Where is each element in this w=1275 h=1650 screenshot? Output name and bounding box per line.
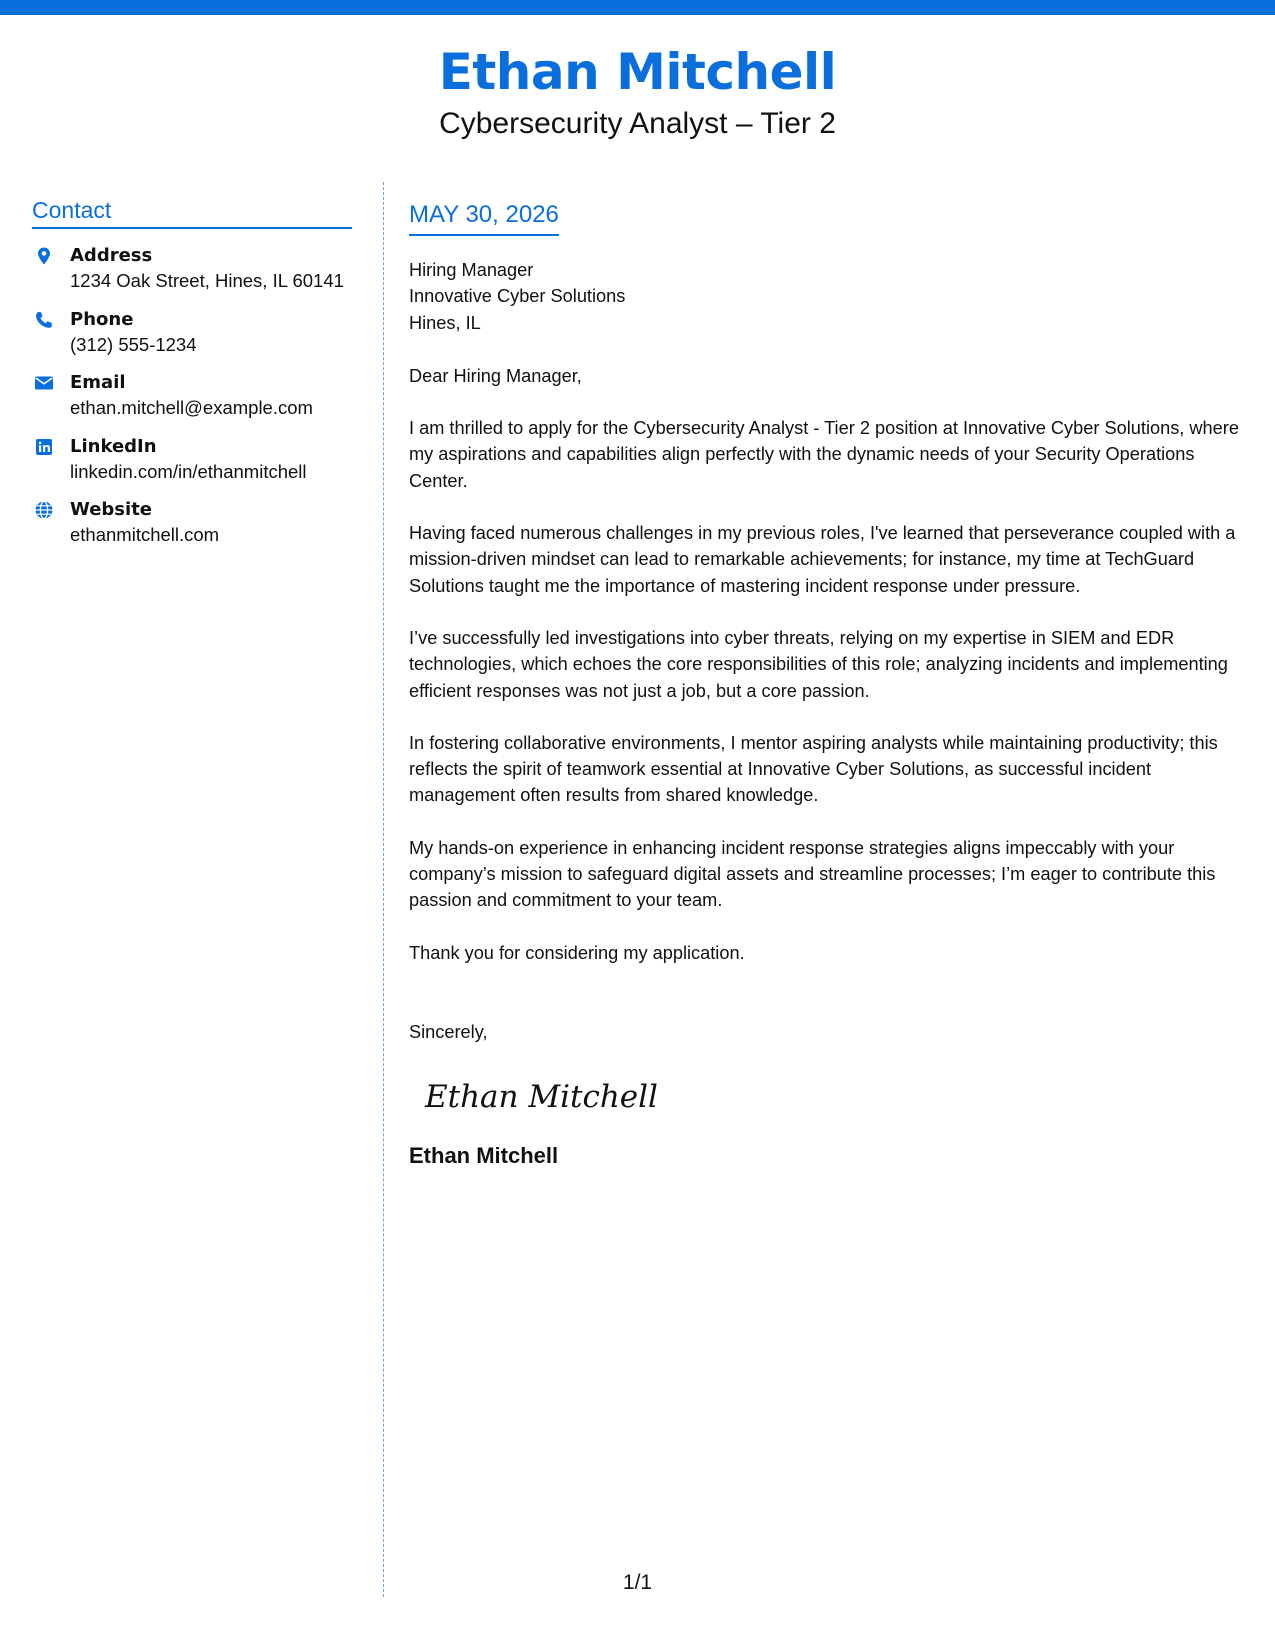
- contact-value[interactable]: ethan.mitchell@example.com: [70, 397, 313, 418]
- contact-value: (312) 555-1234: [70, 333, 197, 355]
- letter-greeting: Dear Hiring Manager,: [409, 365, 582, 386]
- signed-name: Ethan Mitchell: [409, 1143, 559, 1169]
- letter-date: MAY 30, 2026: [409, 200, 559, 236]
- recipient-line: Hines, IL: [409, 312, 481, 333]
- letter-paragraph: Having faced numerous challenges in my previous roles, I've learned that perseverance coupled with a mission-driven mindset can lead to remarkable achievements; for instance, my time at TechGuard Solutions taught me the importance of mastering incident response under pressure.: [409, 523, 1236, 596]
- contact-label: Address: [70, 245, 153, 266]
- contact-item-address: [32, 243, 352, 307]
- contact-value[interactable]: linkedin.com/in/ethanmitchell: [70, 460, 307, 482]
- top-accent-bar: [0, 0, 1275, 15]
- phone-icon: [34, 310, 54, 330]
- applicant-role: Cybersecurity Analyst – Tier 2: [439, 107, 836, 140]
- contact-label: Website: [70, 499, 153, 520]
- contact-item-website: [32, 497, 352, 561]
- contact-item-linkedin: [32, 434, 352, 498]
- page-number: 1/1: [622, 1571, 653, 1594]
- letter-paragraph: Thank you for considering my application.: [409, 942, 745, 963]
- handwritten-signature: [421, 1067, 661, 1123]
- contact-item-phone: [32, 307, 352, 371]
- letter-closing: Sincerely,: [409, 1021, 488, 1042]
- contact-heading: Contact: [32, 195, 352, 229]
- contact-value[interactable]: ethanmitchell.com: [70, 524, 220, 545]
- column-divider: [383, 182, 384, 1597]
- signature-text: Ethan Mitchell: [425, 1079, 658, 1116]
- contact-item-email: [32, 370, 352, 434]
- contact-value: 1234 Oak Street, Hines, IL 60141: [70, 270, 344, 291]
- globe-icon: [34, 500, 54, 520]
- applicant-name: Ethan Mitchell: [438, 43, 837, 101]
- contact-label: Email: [70, 372, 126, 393]
- letter-paragraph: I’ve successfully led investigations into cyber threats, relying on my expertise in SIEM and EDR technologies, which echoes the core responsibilities of this role; analyzing incidents and implementing efficient responses was not just a job, but a core passion.: [409, 627, 1228, 701]
- email-icon: [34, 373, 54, 393]
- letter-paragraph: In fostering collaborative environments, I mentor aspiring analysts while maintaining productivity; this reflects the spirit of teamwork essential at Innovative Cyber Solutions, as successful incident management often results from shared knowledge.: [409, 732, 1218, 806]
- recipient-line: Innovative Cyber Solutions: [409, 286, 626, 307]
- letter-paragraph: I am thrilled to apply for the Cybersecurity Analyst - Tier 2 position at Innovative Cyber Solutions, where my aspirations and capabilities align perfectly with the dynamic needs of your Security Operations Center.: [409, 418, 1239, 491]
- recipient-line: Hiring Manager: [409, 260, 534, 280]
- letter-body: [409, 200, 1254, 1170]
- linkedin-icon: [34, 437, 54, 457]
- contact-label: LinkedIn: [70, 435, 157, 457]
- contact-list: [32, 243, 352, 561]
- recipient-block: [409, 257, 1254, 336]
- letter-paragraph: My hands-on experience in enhancing incident response strategies aligns impeccably with your company’s mission to safeguard digital assets and streamline processes; I’m eager to contribute this passion and commitment to your team.: [409, 837, 1216, 911]
- contact-sidebar: [32, 195, 352, 561]
- letter-header: [0, 42, 1275, 142]
- location-pin-icon: [34, 246, 54, 266]
- contact-label: Phone: [70, 308, 134, 330]
